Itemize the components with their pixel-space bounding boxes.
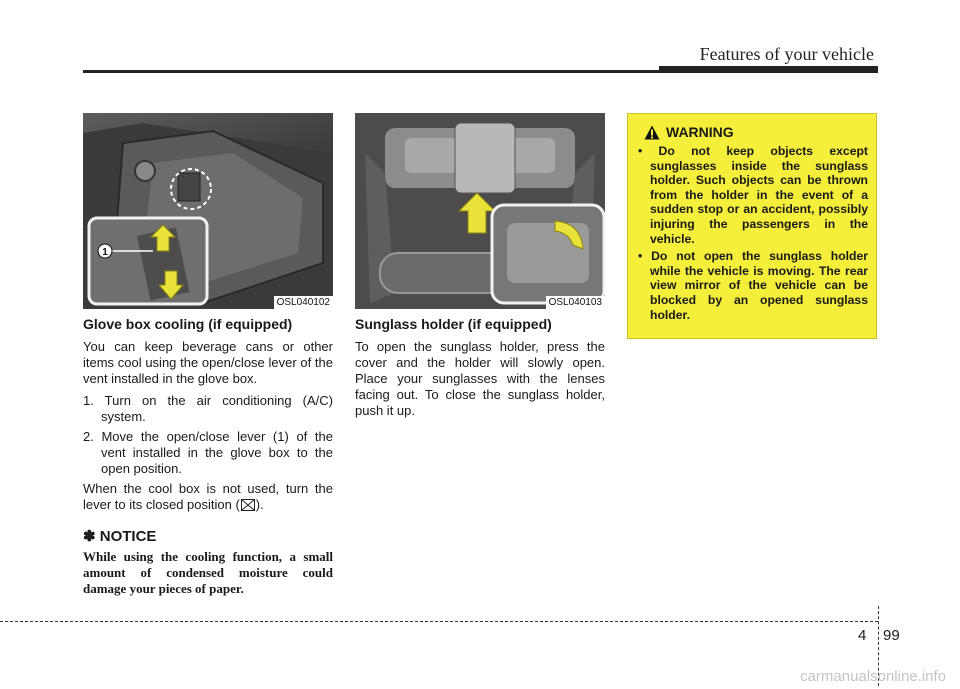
sunglass-section	[355, 316, 605, 425]
sunglass-holder-illustration	[355, 113, 605, 309]
sunglass-text: To open the sunglass holder, press the cover and the holder will slowly open. Place your sunglasses with the lenses facing out. To close the sunglass holder, push it up.	[355, 339, 605, 418]
glove-box-step-1: 1. Turn on the air conditioning (A/C) system.	[83, 393, 333, 424]
glove-box-illustration	[83, 113, 333, 309]
glove-box-closing	[83, 481, 333, 513]
warning-triangle-icon	[644, 125, 660, 140]
notice-title: ✽ NOTICE	[83, 528, 157, 545]
glove-box-intro: You can keep beverage cans or other items cool using the open/close lever of the vent installed in the glove box.	[83, 339, 333, 386]
glove-box-photo-caption: OSL040102	[274, 296, 333, 309]
warning-header	[644, 124, 868, 140]
sunglass-photo-caption: OSL040103	[546, 296, 605, 309]
warning-title: WARNING	[666, 124, 734, 140]
glove-box-photo	[83, 113, 333, 309]
page-number: 99	[883, 627, 900, 644]
page-chapter: 4	[858, 627, 867, 644]
notice-text: While using the cooling function, a small amount of condensed moisture could damage your pieces of paper.	[83, 549, 333, 596]
glove-box-callout: 1	[102, 247, 108, 258]
watermark: carmanualsonline.info	[800, 668, 946, 685]
glove-box-closing-end: ).	[255, 497, 264, 512]
glove-box-step-2: 2. Move the open/close lever (1) of the vent installed in the glove box to the open position.	[83, 429, 333, 476]
glove-box-closing-text: When the cool box is not used, turn the lever to its closed position (	[83, 481, 333, 512]
section-header-title: Features of your vehicle	[699, 44, 874, 64]
closed-vent-icon	[241, 499, 255, 511]
sunglass-holder-photo	[355, 113, 605, 309]
header-rule-accent	[659, 66, 878, 72]
glove-box-section	[83, 316, 333, 597]
warning-item-2: • Do not open the sunglass holder while the vehicle is moving. The rear view mirror of the vehicle can be blocked by an opened sunglass holder.	[638, 249, 868, 322]
glove-box-title: Glove box cooling (if equipped)	[83, 316, 293, 332]
footer-rule	[0, 621, 878, 622]
sunglass-title: Sunglass holder (if equipped)	[355, 316, 552, 332]
warning-box	[627, 113, 877, 339]
warning-item-1: • Do not keep objects except sunglasses inside the sunglass holder. Such objects can be thrown from the holder in the event of a sudden stop or an accident, possibly injuring the passengers in the vehicle.	[638, 144, 868, 246]
